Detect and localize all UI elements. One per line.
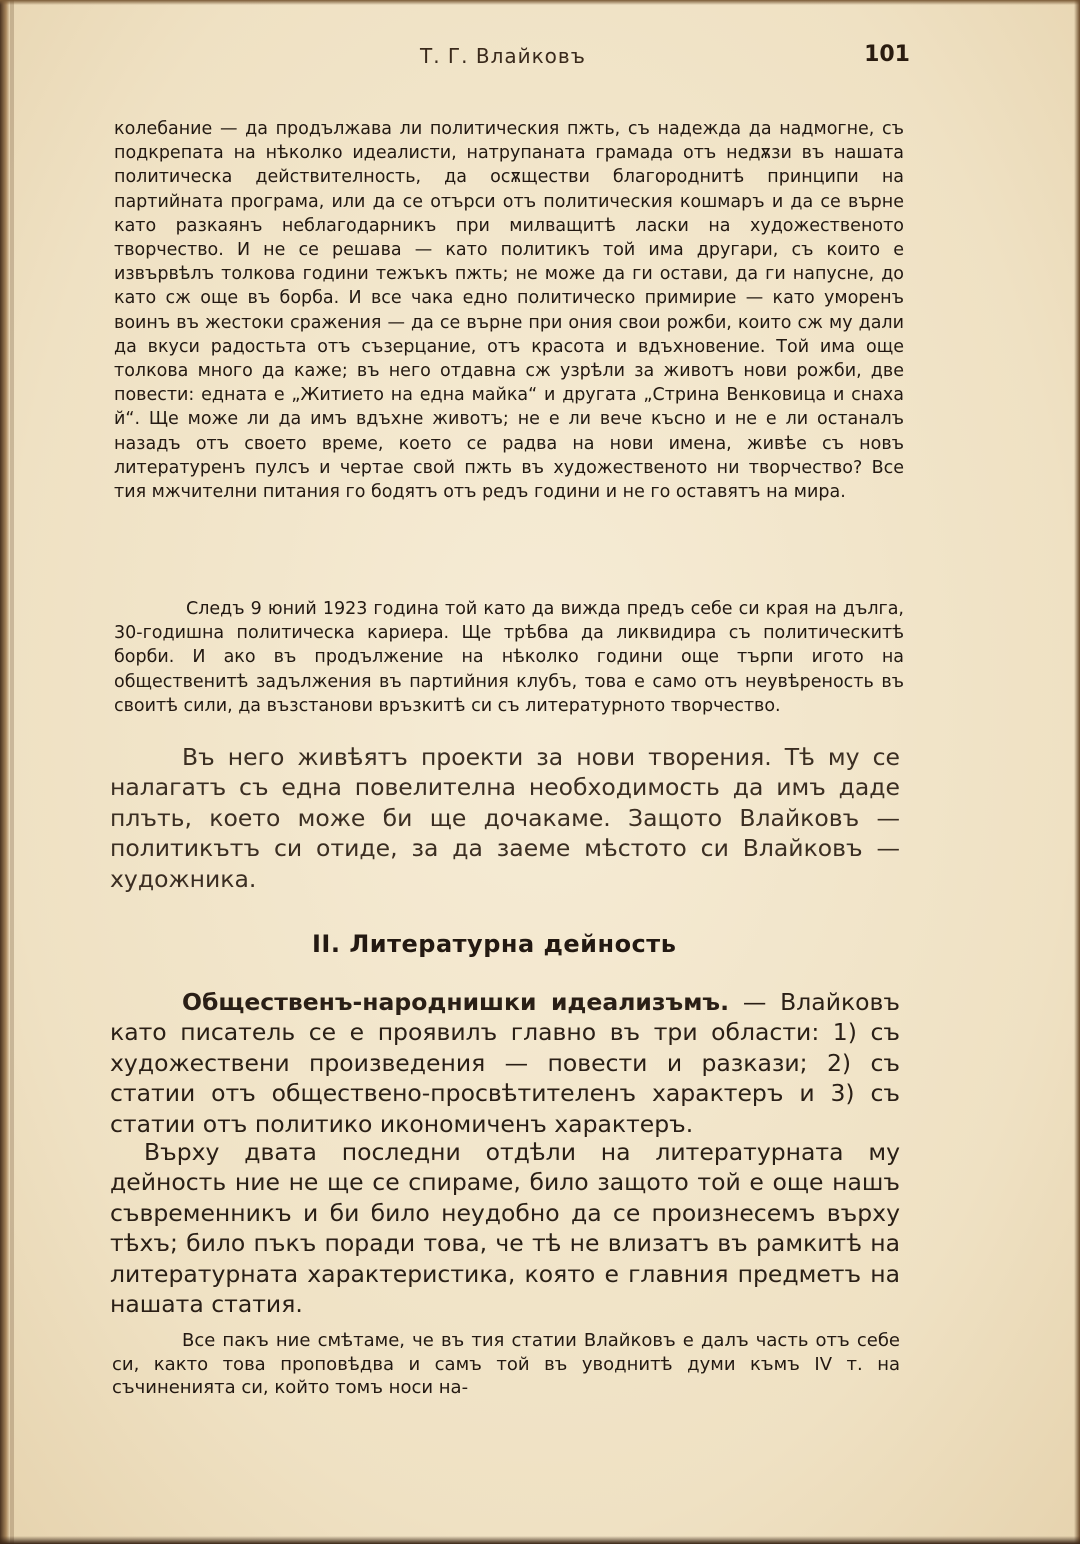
paragraph-4 (110, 987, 900, 1139)
paragraph-4-body: — Влайковъ като писатель се е проявилъ главно въ три области: 1) съ художествени произведения — повести и разкази; 2) съ статии отъ обществено-просвѣтителенъ характеръ и 3) съ статии отъ политико икономиченъ характеръ. (110, 988, 900, 1138)
page-header (110, 40, 910, 76)
section-heading: II. Литературна дейность (312, 930, 677, 958)
page-bottom-edge (0, 1536, 1080, 1544)
paragraph-2: Следъ 9 юний 1923 година той като да вижда предъ себе си края на дълга, 30-годишна политическа кариера. Ще трѣбва да ликвидира съ политическитѣ борби. И ако въ продължение на нѣколко години още търпи игото на общественитѣ задължения въ партийния клубъ, това е само отъ неувѣреность въ своитѣ сили, да възстанови връзкитѣ си съ литературното творчество. (114, 599, 904, 716)
paragraph-3: Въ него живѣятъ проекти за нови творения. Тѣ му се налагатъ съ една повелителна необходимость да имъ даде плъть, което може би ще дочакаме. Защото Влайковъ — политикътъ си отиде, за да заеме мѣстото си Влайковъ — художника. (110, 743, 900, 893)
book-spine-shadow (0, 0, 10, 1544)
page-right-edge (1074, 0, 1080, 1544)
paragraph-5: Върху двата последни отдѣли на литературната му дейность ние не ще се спираме, било защото той е още нашъ съвременникъ и би било неудобно да се произнесемъ върху тѣхъ; било пъкъ поради това, че тѣ не влизатъ въ рамкитѣ на литературната характеристика, която е главния предметъ на нашата статия. (110, 1138, 900, 1319)
page-number: 101 (864, 42, 910, 67)
paragraph-4-run-in-title: Общественъ-народнишки идеализъмъ. (182, 988, 729, 1016)
running-head: Т. Г. Влайковъ (420, 44, 586, 68)
paragraph-6: Все пакъ ние смѣтаме, че въ тия статии Влайковъ е далъ часть отъ себе си, както това проповѣдва и самъ той въ уводнитѣ думи къмъ IV т. на съчиненията си, който томъ носи на- (112, 1330, 900, 1398)
paragraph-1: колебание — да продължава ли политическия пжть, съ надежда да надмогне, съ подкрепата на нѣколко идеалисти, натрупаната грамада отъ недѫзи въ нашата политическа действителность, да осѫществи благороднитѣ принципи на партийната програма, или да се отърси отъ политическия кошмаръ и да се върне като разкаянъ неблагодарникъ при милващитѣ ласки на художественото творчество. И не се решава — като политикъ той има другари, съ които е извървѣлъ толкова години тежъкъ пжть; не може да ги остави, да ги напусне, до като сж още въ борба. И все чака едно политическо примирие — като уморенъ воинъ въ жестоки сражения — да се върне при ония свои рожби, които сж му дали да вкуси радостьта отъ съзерцание, отъ красота и вдъхновение. Той има още толкова много да каже; въ него отдавна сж узрѣли за животъ нови рожби, две повести: едната е „Житието на една майка“ и другата „Стрина Венковица и снаха й“. Ще може ли да имъ вдъхне животъ; не е ли вече късно и не е ли останалъ назадъ отъ своето време, което се радва на нови имена, живѣе съ новъ литературенъ пулсъ и чертае свой пжть въ художественото ни творчество? Все тия мжчителни питания го бодятъ отъ редъ години и не го оставятъ на мира. (114, 119, 904, 503)
page-top-edge (0, 0, 1080, 5)
book-gutter (10, 0, 14, 1544)
